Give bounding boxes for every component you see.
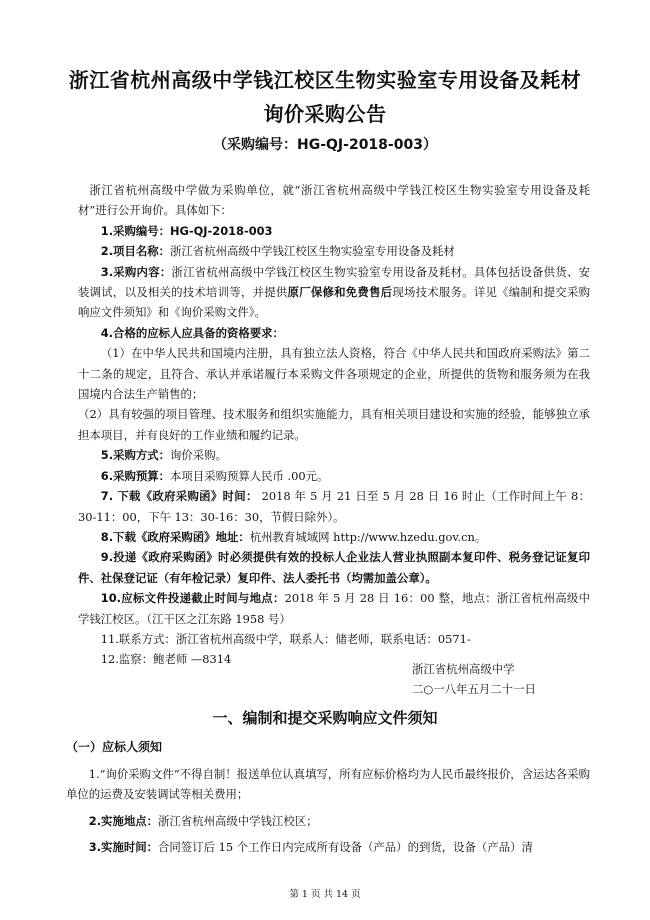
item-label: 3.采购内容： (100, 264, 172, 279)
document-title-line2: 询价采购公告 (263, 102, 387, 126)
item-label: 4.合格的应标人应具备的资格要求： (100, 325, 284, 340)
item-deadline (78, 588, 590, 629)
item-value: 浙江省杭州高级中学钱江校区生物实验室专用设备及耗材。具体包括设备供货、安装调试，以及相关的技术培训等，并提供 (78, 264, 590, 300)
item-label: 2.实施地点： (88, 813, 159, 828)
item-qualification-heading (78, 323, 590, 343)
item-submission-requirements: 9.投递《政府采购函》时必须提供有效的投标人企业法人营业执照副本复印件、税务登记证复印件、社保登记证（有年检记录）复印件、法人委托书（均需加盖公章）。 (78, 550, 590, 585)
signature-date: 二○一八年五月二十一日 (412, 682, 536, 696)
item-download-address (78, 527, 590, 547)
notice-item-2 (66, 811, 590, 831)
item-value: 2018 年 5 月 21 日至 5 月 28 日 16 时止（工作时间上午 8：30-11：00，下午 13：30-16：30，节假日除外）。 (78, 489, 590, 524)
item-label: 6.采购预算： (100, 468, 171, 483)
item-value: 询价采购。 (170, 448, 227, 463)
item-value: 浙江省杭州高级中学钱江校区； (158, 813, 318, 828)
section-heading: 一、编制和提交采购响应文件须知 (212, 709, 438, 727)
item-label: 7. 下载《政府采购函》时间： (100, 489, 258, 504)
item-value: 2018 年 5 月 28 日 16：00 整，地点：浙江省杭州高级中学钱江校区。（江干区之江东路 1958 号） (78, 591, 590, 626)
item-emphasis: 原厂保修和免费售后 (287, 285, 393, 300)
item-label: 10.应标文件投递截止时间与地点： (100, 591, 285, 606)
item-value: 杭州教育城域网 http://www.hzedu.gov.cn。 (249, 529, 487, 544)
page-footer: 第 1 页 共 14 页 (289, 889, 361, 900)
item-value: 浙江省杭州高级中学钱江校区生物实验室专用设备及耗材 (170, 244, 455, 259)
item-contact: 11.联系方式：浙江省杭州高级中学，联系人：储老师，联系电话：0571- (100, 631, 471, 646)
item-procurement-content (78, 262, 590, 323)
section-body (66, 764, 590, 858)
subsection-heading: （一）应标人须知 (66, 740, 163, 754)
item-procurement-method (78, 445, 590, 465)
notice-item-1: 1.“询价采购文件”不得自制！报送单位认真填写，所有应标价格均为人民币最终报价，含运达各采购单位的运费及安装调试等相关费用； (66, 767, 590, 802)
announcement-body (78, 180, 590, 670)
item-label: 8.下载《政府采购函》地址： (100, 529, 250, 544)
item-budget (78, 466, 590, 486)
procurement-code-line: （采购编号：HG-QJ-2018-003） (213, 137, 437, 153)
item-label: 1.采购编号： (100, 223, 171, 238)
item-label: 3.实施时间： (88, 840, 159, 855)
item-label: 2.项目名称： (100, 244, 171, 259)
item-download-time (78, 486, 590, 527)
item-supervision: 12.监察：鲍老师 —8314 (100, 652, 232, 667)
item-qualification-1: （1）在中华人民共和国境内注册，具有独立法人资格，符合《中华人民共和国政府采购法》第二十二条的规定，且符合、承认并承诺履行本采购文件各项规定的企业，所提供的货物和服务须为在我国境内合法生产销售的； (78, 346, 590, 402)
item-value: 本项目采购预算人民币 .00元。 (170, 468, 329, 483)
intro-paragraph: 浙江省杭州高级中学做为采购单位，就“浙江省杭州高级中学钱江校区生物实验室专用设备及耗材”进行公开询价。具体如下： (78, 183, 590, 218)
item-value: 现场技术服务。详见《编制和提交采购响应文件须知》和《询价采购文件》。 (78, 285, 590, 320)
item-value: HG-QJ-2018-003 (170, 223, 273, 238)
notice-item-3 (66, 837, 590, 857)
item-project-name (78, 241, 590, 261)
item-procurement-code (78, 221, 590, 241)
item-value: 合同签订后 15 个工作日内完成所有设备（产品）的到货，设备（产品）清 (158, 840, 533, 855)
item-qualification-2: （2）具有较强的项目管理、技术服务和组织实施能力，具有相关项目建设和实施的经验，能够独立承担本项目，并有良好的工作业绩和履约记录。 (78, 407, 590, 442)
signature-organization: 浙江省杭州高级中学 (412, 662, 515, 676)
item-label: 5.采购方式： (100, 448, 171, 463)
document-title-line1: 浙江省杭州高级中学钱江校区生物实验室专用设备及耗材 (68, 68, 582, 92)
